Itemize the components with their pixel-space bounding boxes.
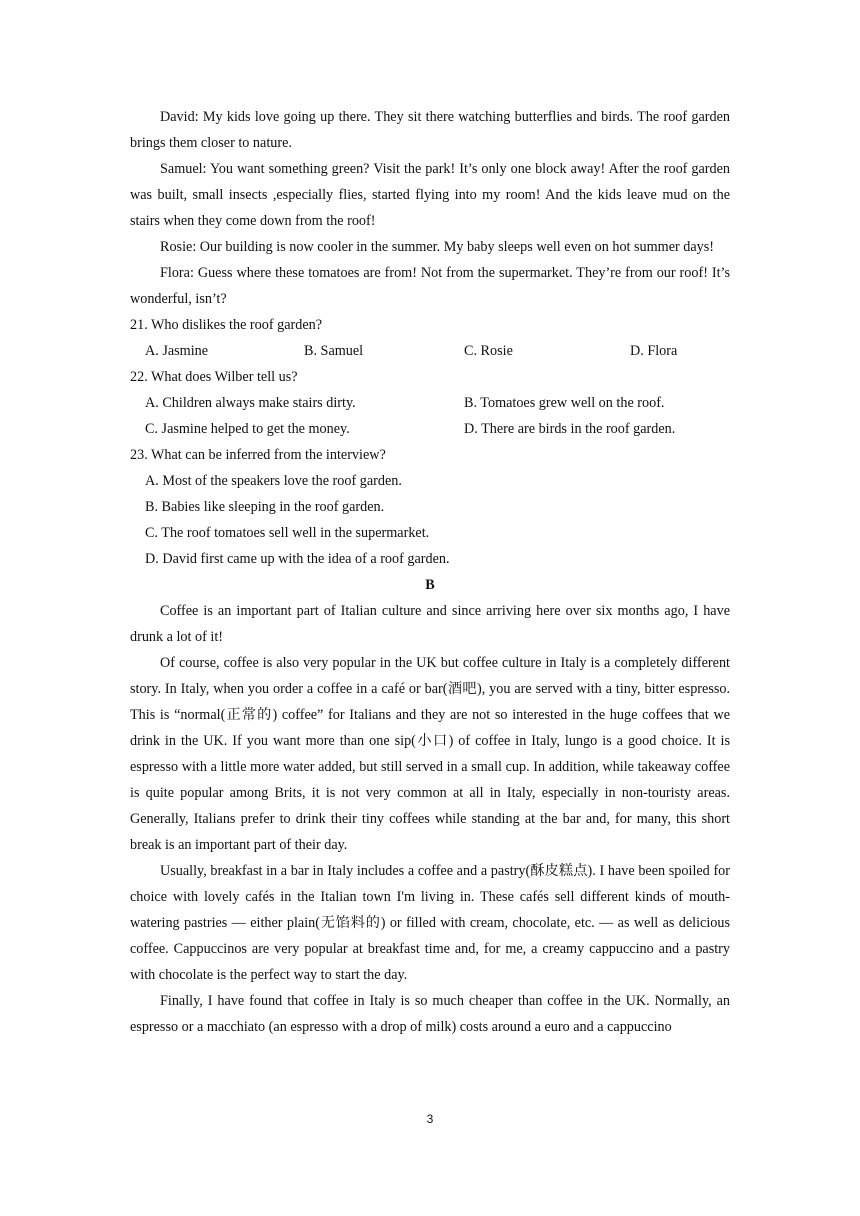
- comment-samuel: Samuel: You want something green? Visit the park! It’s only one block away! After the roof garden was built, small insects ,especially flies, started flying into my room! And the kids leave mud on the stairs when they come down from the roof!: [130, 161, 730, 229]
- option-d: D. Flora: [630, 343, 678, 359]
- passage-paragraph: Finally, I have found that coffee in Italy is so much cheaper than coffee in the UK. Normally, an espresso or a macchiato (an espresso with a drop of milk) costs around a euro and a cappuccino: [130, 993, 730, 1035]
- question-22-options-row-1: [130, 390, 730, 416]
- option-d: D. David first came up with the idea of a roof garden.: [145, 551, 450, 567]
- page-number: 3: [426, 1112, 434, 1126]
- passage-paragraph: Usually, breakfast in a bar in Italy includes a coffee and a pastry(酥皮糕点). I have been spoiled for choice with lovely cafés in the Italian town I'm living in. These cafés sell different kinds of mouth-watering pastries — either plain(无馅料的) or filled with cream, chocolate, etc. — as well as delicious coffee. Cappuccinos are very popular at breakfast time and, for me, a creamy cappuccino and a pastry with chocolate is the perfect way to start the day.: [130, 863, 730, 983]
- option-d: D. There are birds in the roof garden.: [464, 421, 676, 437]
- question-23-stem: 23. What can be inferred from the interview?: [130, 447, 386, 463]
- document-body: [130, 104, 730, 1040]
- option-c: C. The roof tomatoes sell well in the supermarket.: [145, 525, 430, 541]
- question-21-options: [130, 338, 730, 364]
- comment-rosie: Rosie: Our building is now cooler in the summer. My baby sleeps well even on hot summer days!: [160, 239, 715, 255]
- comment-flora: Flora: Guess where these tomatoes are from! Not from the supermarket. They’re from our roof! It’s wonderful, isn’t?: [130, 265, 730, 307]
- option-b: B. Babies like sleeping in the roof garden.: [145, 499, 385, 515]
- question-21-stem: 21. Who dislikes the roof garden?: [130, 317, 323, 333]
- option-a: A. Most of the speakers love the roof garden.: [145, 473, 402, 489]
- section-heading: B: [425, 577, 435, 593]
- passage-paragraph: Coffee is an important part of Italian culture and since arriving here over six months ago, I have drunk a lot of it!: [130, 603, 730, 645]
- option-c: C. Rosie: [464, 343, 513, 359]
- option-a: A. Children always make stairs dirty.: [145, 395, 356, 411]
- option-a: A. Jasmine: [145, 343, 209, 359]
- option-b: B. Tomatoes grew well on the roof.: [464, 395, 665, 411]
- question-22-options-row-2: [130, 416, 730, 442]
- option-b: B. Samuel: [304, 343, 364, 359]
- passage-paragraph: Of course, coffee is also very popular in the UK but coffee culture in Italy is a completely different story. In Italy, when you order a coffee in a café or bar(酒吧), you are served with a tiny, bitter espresso. This is “normal(正常的) coffee” for Italians and they are not so interested in the huge coffees that we drink in the UK. If you want more than one sip(小口) of coffee in Italy, lungo is a good choice. It is espresso with a little more water added, but still served in a small cup. In addition, while takeaway coffee is quite popular among Brits, it is not very common at all in Italy, especially in non-touristy areas. Generally, Italians prefer to drink their tiny coffees while standing at the bar and, for many, this short break is an important part of their day.: [130, 655, 730, 853]
- option-c: C. Jasmine helped to get the money.: [145, 421, 350, 437]
- question-22-stem: 22. What does Wilber tell us?: [130, 369, 298, 385]
- comment-david: David: My kids love going up there. They sit there watching butterflies and birds. The roof garden brings them closer to nature.: [130, 109, 730, 151]
